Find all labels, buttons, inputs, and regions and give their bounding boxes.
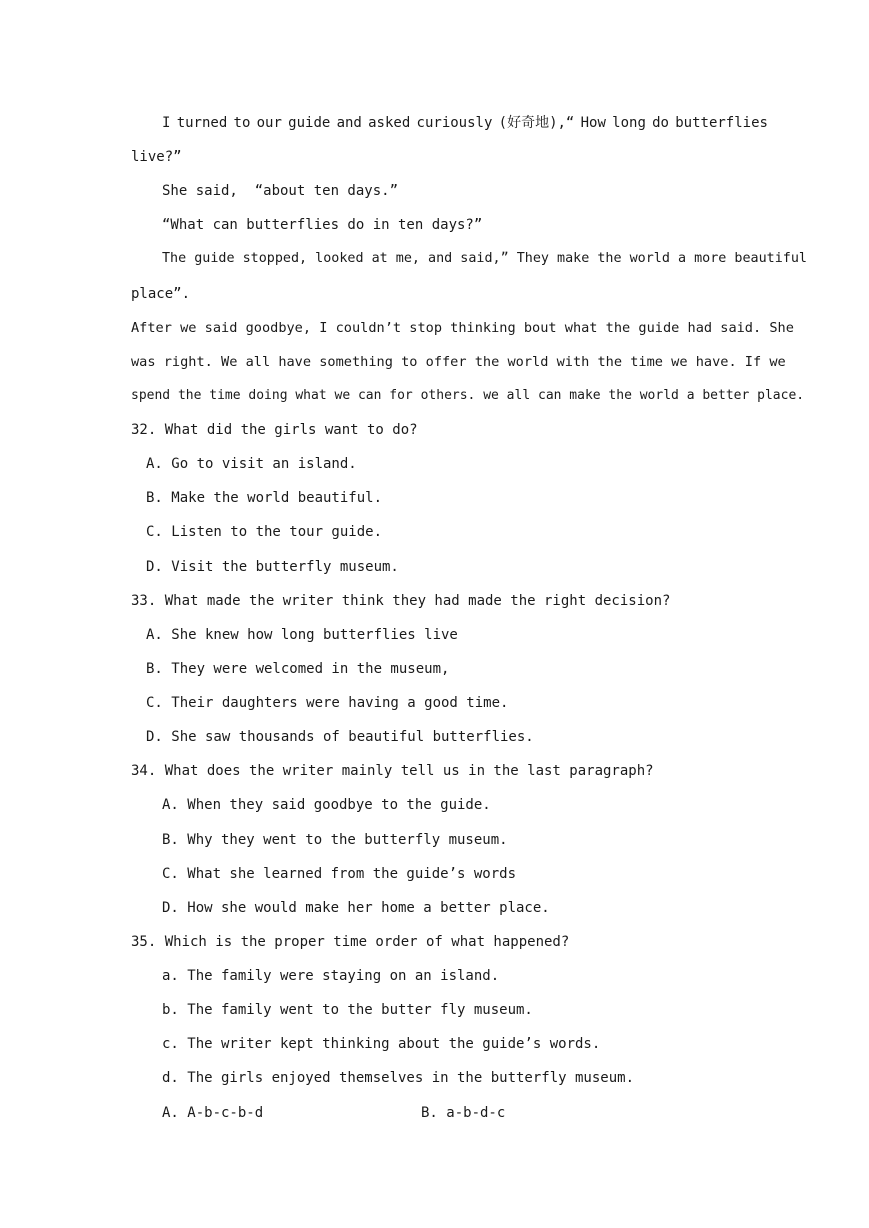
passage-paragraph-5-line-1: After we said goodbye, I couldn’t stop thinking bout what the guide had said. She xyxy=(131,320,794,336)
question-32-option-b: B. Make the world beautiful. xyxy=(146,490,383,506)
passage-paragraph-1-line-1: I turned to our guide and asked curiously (好奇地),“ How long do butterflies xyxy=(162,115,768,131)
passage-paragraph-4-line-2: place”. xyxy=(131,286,191,302)
passage-paragraph-3: “What can butterflies do in ten days?” xyxy=(162,217,483,233)
question-34-option-a: A. When they said goodbye to the guide. xyxy=(162,797,491,813)
passage-paragraph-4-line-1: The guide stopped, looked at me, and said,ˮ They make the world a more beautiful xyxy=(162,251,807,266)
passage-paragraph-5-line-2: was right. We all have something to offer the world with the time we have. If we xyxy=(131,354,786,370)
question-35-event-b: b. The family went to the butter fly museum. xyxy=(162,1002,533,1018)
passage-paragraph-5-line-3: spend the time doing what we can for others. we all can make the world a better place. xyxy=(131,388,805,403)
question-32-stem: 32. What did the girls want to do? xyxy=(131,422,418,438)
passage-paragraph-1-line-2: live?” xyxy=(131,149,182,165)
question-33-option-a: A. She knew how long butterflies live xyxy=(146,627,458,643)
question-35-stem: 35. Which is the proper time order of what happened? xyxy=(131,934,570,950)
question-33-option-d: D. She saw thousands of beautiful butterflies. xyxy=(146,729,534,745)
question-35-event-d: d. The girls enjoyed themselves in the butterfly museum. xyxy=(162,1070,635,1086)
question-35-option-a: A. A-b-c-b-d xyxy=(162,1105,264,1121)
question-34-stem: 34. What does the writer mainly tell us in the last paragraph? xyxy=(131,763,654,779)
question-33-stem: 33. What made the writer think they had made the right decision? xyxy=(131,593,671,609)
question-33-option-b: B. They were welcomed in the museum, xyxy=(146,661,450,677)
question-33-option-c: C. Their daughters were having a good time. xyxy=(146,695,509,711)
question-32-option-c: C. Listen to the tour guide. xyxy=(146,524,383,540)
question-34-option-d: D. How she would make her home a better place. xyxy=(162,900,550,916)
question-35-event-a: a. The family were staying on an island. xyxy=(162,968,500,984)
question-35-option-b: B. a-b-d-c xyxy=(421,1105,506,1121)
passage-paragraph-2: She said, “about ten days.” xyxy=(162,183,399,199)
question-34-option-c: C. What she learned from the guide’s words xyxy=(162,866,517,882)
question-35-event-c: c. The writer kept thinking about the guide’s words. xyxy=(162,1036,601,1052)
question-32-option-d: D. Visit the butterfly museum. xyxy=(146,559,399,575)
question-34-option-b: B. Why they went to the butterfly museum. xyxy=(162,832,508,848)
question-32-option-a: A. Go to visit an island. xyxy=(146,456,357,472)
